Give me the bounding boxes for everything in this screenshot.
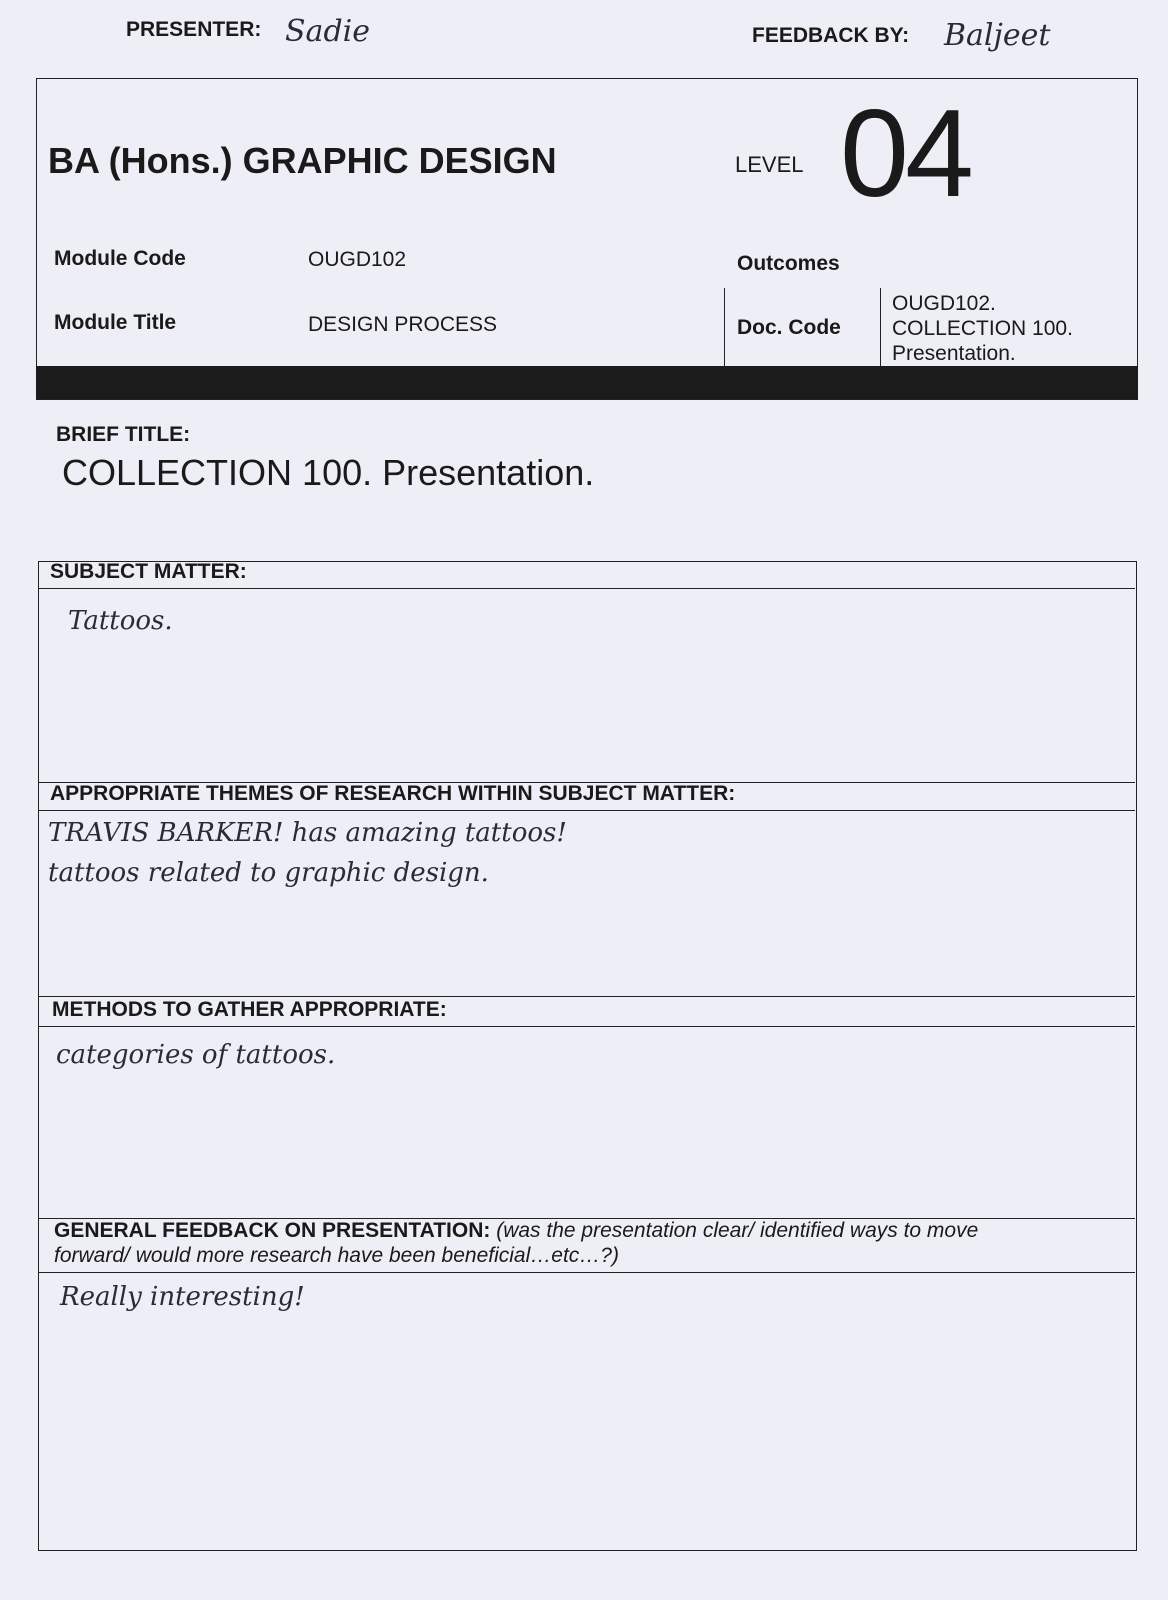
level-value: 04 <box>840 85 970 223</box>
presenter-label: PRESENTER: <box>126 18 262 41</box>
presenter-name: Sadie <box>285 14 370 49</box>
methods-text: categories of tattoos. <box>56 1040 336 1070</box>
themes-label: APPROPRIATE THEMES OF RESEARCH WITHIN SUBJECT MATTER: <box>50 782 736 805</box>
feedback-by-label: FEEDBACK BY: <box>752 24 910 47</box>
outcomes-label: Outcomes <box>737 252 840 275</box>
course-title: BA (Hons.) GRAPHIC DESIGN <box>48 140 557 181</box>
themes-line-2: tattoos related to graphic design. <box>48 858 489 888</box>
feedback-header <box>54 1218 978 1268</box>
brief-title-value: COLLECTION 100. Presentation. <box>62 452 595 493</box>
doc-code-label: Doc. Code <box>737 316 841 339</box>
header-black-bar <box>36 366 1138 399</box>
doc-code-value: OUGD102. COLLECTION 100. Presentation. <box>892 292 1073 365</box>
themes-line-1: TRAVIS BARKER! has amazing tattoos! <box>48 818 567 848</box>
feedback-text: Really interesting! <box>60 1282 305 1312</box>
feedback-label: GENERAL FEEDBACK ON PRESENTATION: <box>54 1219 491 1242</box>
brief-title-label: BRIEF TITLE: <box>56 423 191 446</box>
level-label: LEVEL <box>735 152 804 177</box>
module-code-label: Module Code <box>54 247 186 270</box>
module-title-value: DESIGN PROCESS <box>308 313 498 336</box>
methods-label: METHODS TO GATHER APPROPRIATE: <box>52 998 447 1021</box>
feedback-by-name: Baljeet <box>944 18 1051 53</box>
feedback-note-1: (was the presentation clear/ identified ways to move <box>496 1219 979 1242</box>
module-title-label: Module Title <box>54 311 177 334</box>
feedback-note-2: forward/ would more research have been beneficial…etc…?) <box>54 1244 619 1267</box>
subject-matter-label: SUBJECT MATTER: <box>50 560 247 583</box>
module-code-value: OUGD102 <box>308 248 407 271</box>
subject-matter-text: Tattoos. <box>68 606 173 636</box>
